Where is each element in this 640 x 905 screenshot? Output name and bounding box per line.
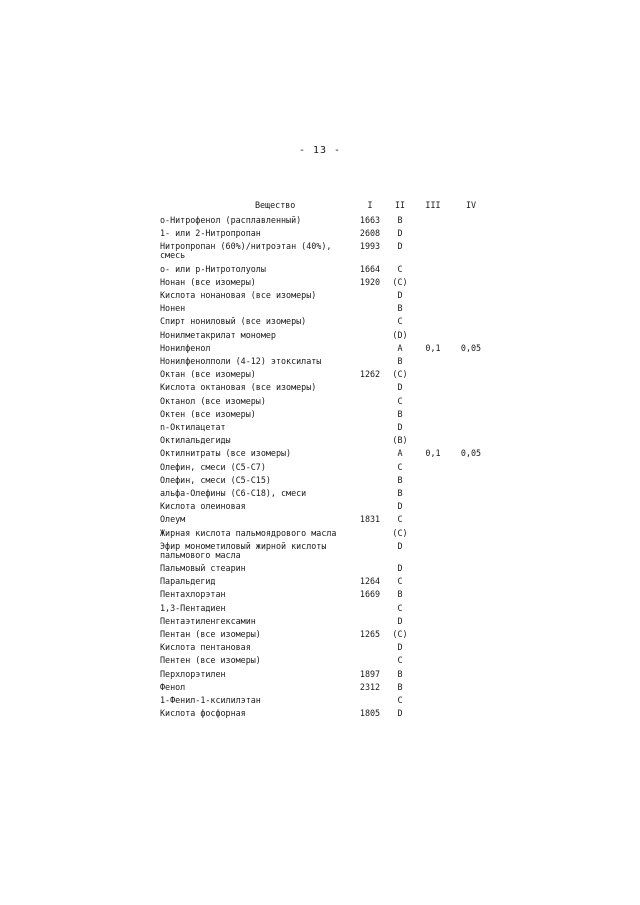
row-col-iii: 0,1: [425, 342, 441, 353]
header-substance: Вещество: [255, 200, 296, 210]
row-col-i: 2312: [359, 681, 381, 692]
row-col-ii: C: [397, 576, 403, 587]
row-col-i: 1831: [359, 514, 381, 525]
row-substance-name: Нонилметакрилат мономер: [160, 329, 276, 340]
row-col-i: 1805: [359, 708, 381, 719]
row-substance-name: Кислота октановая (все изомеры): [160, 382, 317, 393]
row-col-ii: D: [397, 615, 403, 626]
row-substance-name: Кислота фосфорная: [160, 708, 246, 719]
row-substance-name: Фенол: [160, 681, 186, 692]
row-substance-name: Нонилфенол: [160, 342, 211, 353]
row-substance-name: Кислота олеиновая: [160, 501, 246, 512]
row-substance-name: Нонен: [160, 303, 186, 314]
row-col-ii: C: [397, 695, 403, 705]
row-substance-name: о- или р-Нитротолуолы: [160, 263, 266, 274]
header-col-iii: III: [425, 200, 441, 210]
row-col-ii: (C): [392, 629, 408, 639]
row-substance-name: Пальмовый стеарин: [160, 563, 246, 573]
row-col-ii: D: [397, 290, 403, 300]
row-col-ii: D: [397, 241, 403, 252]
row-col-ii: B: [397, 408, 403, 419]
row-substance-name: n-Октилацетат: [160, 422, 226, 432]
row-substance-name: Олефин, смеси (C5-C15): [160, 474, 271, 485]
row-col-i: 1920: [359, 276, 381, 287]
row-substance-name: Пентен (все изомеры): [160, 655, 261, 666]
header-col-iv: IV: [465, 200, 477, 210]
row-substance-name: Пентаэтиленгексамин: [160, 615, 256, 626]
row-substance-name: Пентан (все изомеры): [160, 629, 261, 639]
header-col-i: I: [367, 200, 373, 210]
row-substance-name: о-Нитрофенол (расплавленный): [160, 215, 302, 225]
row-col-i: 1897: [359, 668, 381, 679]
row-substance-name: Нонан (все изомеры): [160, 276, 256, 287]
row-col-ii: A: [397, 342, 403, 353]
row-substance-name: Октан (все изомеры): [160, 369, 256, 380]
row-col-ii: B: [397, 356, 403, 366]
page-number: - 13 -: [298, 145, 342, 156]
row-col-ii: C: [397, 602, 403, 613]
row-substance-name: Паральдегид: [160, 576, 216, 587]
row-substance-name: Жирная кислота пальмоядрового масла: [160, 527, 337, 538]
row-substance-name: Эфир монометиловый жирной кислоты: [160, 540, 327, 551]
row-col-ii: B: [397, 303, 403, 314]
row-col-ii: D: [397, 563, 403, 573]
row-col-ii: C: [397, 316, 403, 327]
row-col-ii: D: [397, 540, 403, 551]
row-col-ii: B: [397, 215, 403, 225]
row-substance-name: Октилальдегиды: [160, 435, 231, 446]
row-substance-name: Октилнитраты (все изомеры): [160, 448, 292, 459]
row-substance-name: Октанол (все изомеры): [160, 395, 266, 406]
row-substance-name: Олефин, смеси (C5-C7): [160, 461, 266, 472]
row-substance-name: 1,3-Пентадиен: [160, 602, 226, 613]
row-col-ii: C: [397, 395, 403, 406]
row-col-ii: D: [397, 422, 403, 432]
row-col-ii: (D): [392, 329, 408, 340]
row-substance-name: 1- или 2-Нитропропан: [160, 228, 261, 239]
row-col-iv: 0,05: [460, 342, 482, 353]
row-col-ii: D: [397, 382, 403, 393]
row-col-ii: C: [397, 263, 403, 274]
row-col-ii: (B): [392, 435, 408, 446]
row-col-ii: D: [397, 708, 403, 719]
row-substance-name: Нонилфенолполи (4-12) этоксилаты: [160, 356, 322, 366]
row-col-iv: 0,05: [460, 448, 482, 459]
row-substance-name: Олеум: [160, 514, 186, 525]
row-substance-name: смесь: [160, 250, 186, 261]
row-col-ii: B: [397, 589, 403, 600]
row-col-i: 1993: [359, 241, 381, 252]
row-substance-name: Октен (все изомеры): [160, 408, 256, 419]
row-col-ii: C: [397, 461, 403, 472]
row-substance-name: альфа-Олефины (C6-C18), смеси: [160, 488, 307, 498]
header-col-ii: II: [394, 200, 406, 210]
row-col-ii: D: [397, 501, 403, 512]
row-substance-name: пальмового масла: [160, 549, 241, 560]
row-col-ii: C: [397, 514, 403, 525]
row-col-ii: D: [397, 642, 403, 653]
row-col-i: 1265: [359, 629, 381, 639]
row-substance-name: Перхлорэтилен: [160, 668, 226, 679]
row-substance-name: Кислота пентановая: [160, 642, 251, 653]
row-col-i: 1663: [359, 215, 381, 225]
row-col-ii: A: [397, 448, 403, 459]
row-substance-name: Кислота нонановая (все изомеры): [160, 290, 317, 300]
row-col-ii: C: [397, 655, 403, 666]
row-substance-name: Спирт нониловый (все изомеры): [160, 316, 307, 327]
row-col-ii: (C): [392, 527, 408, 538]
row-substance-name: Нитропропан (60%)/нитроэтан (40%),: [160, 241, 332, 252]
row-col-ii: B: [397, 668, 403, 679]
row-col-i: 1264: [359, 576, 381, 587]
row-substance-name: 1-Фенил-1-ксилилэтан: [160, 695, 261, 705]
row-col-ii: (C): [392, 276, 408, 287]
row-col-i: 1664: [359, 263, 381, 274]
row-col-ii: D: [397, 228, 403, 239]
row-col-i: 1262: [359, 369, 381, 380]
row-col-ii: B: [397, 681, 403, 692]
row-col-i: 2608: [359, 228, 381, 239]
row-substance-name: Пентахлорэтан: [160, 589, 226, 600]
row-col-ii: B: [397, 474, 403, 485]
row-col-ii: (C): [392, 369, 408, 380]
row-col-ii: B: [397, 488, 403, 498]
row-col-i: 1669: [359, 589, 381, 600]
row-col-iii: 0,1: [425, 448, 441, 459]
